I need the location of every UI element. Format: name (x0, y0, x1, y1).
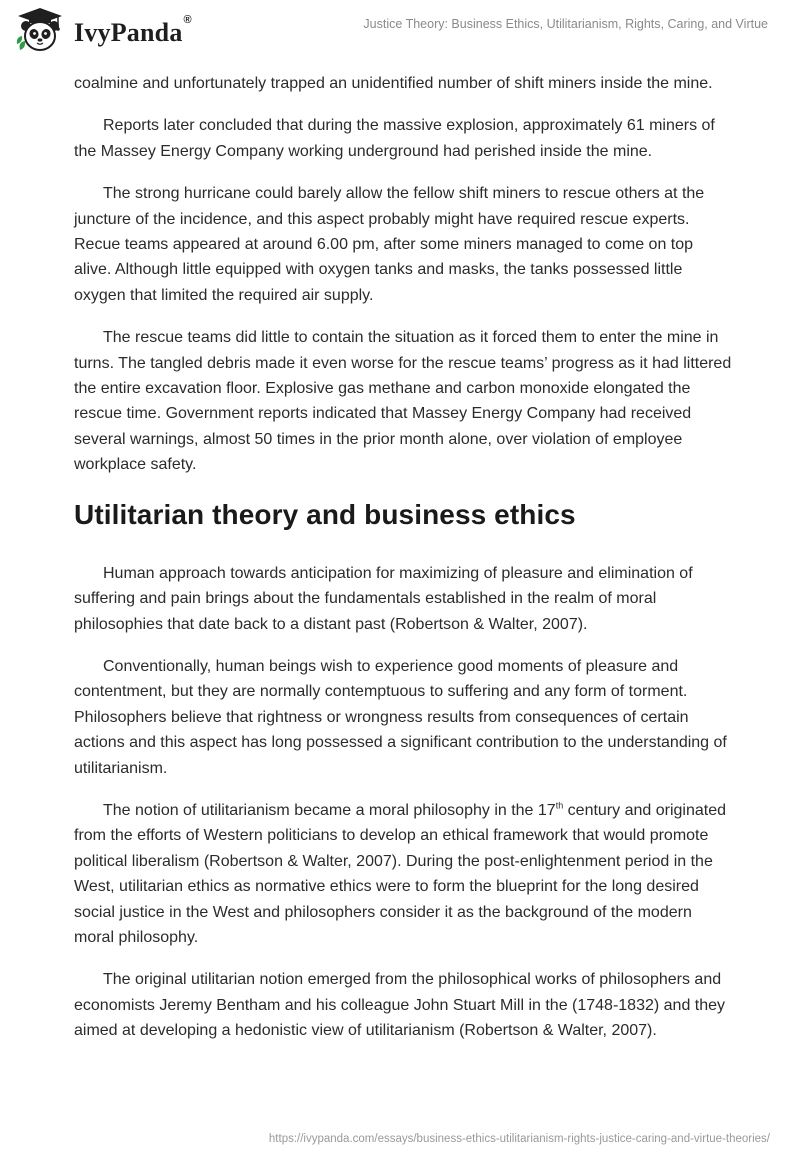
paragraph-continued: coalmine and unfortunately trapped an unidentified number of shift miners inside the mine. (74, 75, 713, 92)
page-header (0, 0, 800, 62)
paragraph: Human approach towards anticipation for maximizing of pleasure and elimination of suffering and pain brings about the fundamentals established in the realm of moral philosophies that date back to a distant past (Robertson & Walter, 2007). (74, 564, 693, 633)
paragraph: Reports later concluded that during the massive explosion, approximately 61 miners of the Massey Energy Company working underground had perished inside the mine. (74, 117, 715, 160)
logo-wordmark (74, 14, 192, 48)
section-heading: Utilitarian theory and business ethics (74, 498, 576, 530)
paragraph-text-start: The notion of utilitarianism became a moral philosophy in the 17 (103, 801, 556, 819)
essay-body (74, 71, 734, 1061)
panda-graduate-icon (14, 6, 66, 54)
paragraph (74, 798, 734, 950)
paragraph-text-end: century and originated from the efforts of Western politicians to develop an ethical framework that would promote political liberalism (Robertson & Walter, 2007). During the post-enlightenment period in the West, utilitarian ethics as normative ethics were to form the blueprint for the long desired social justice in the West and philosophers consider it as the background of the modern moral philosophy. (74, 801, 726, 946)
ivypanda-logo[interactable] (14, 6, 192, 54)
logo-text: IvyPanda (74, 18, 183, 47)
source-url[interactable]: https://ivypanda.com/essays/business-ethics-utilitarianism-rights-justice-caring-and-virtue-theories/ (268, 1133, 770, 1145)
paragraph: Conventionally, human beings wish to experience good moments of pleasure and contentment, but they are normally contemptuous to suffering and any form of torment. Philosophers believe that rightness or wrongness results from consequences of certain actions and this aspect has long possessed a significant contribution to the understanding of utilitarianism. (74, 657, 727, 777)
paragraph: The original utilitarian notion emerged from the philosophical works of philosophers and economists Jeremy Bentham and his colleague John Stuart Mill in the (1748-1832) and they aimed at developing a hedonistic view of utilitarianism (Robertson & Walter, 2007). (74, 971, 726, 1040)
registered-mark: ® (183, 14, 192, 26)
document-title: Justice Theory: Business Ethics, Utilitarianism, Rights, Caring, and Virtue (363, 17, 768, 31)
paragraph: The rescue teams did little to contain the situation as it forced them to enter the mine in turns. The tangled debris made it even worse for the rescue teams’ progress as it had littered the entire excavation floor. Explosive gas methane and carbon monoxide elongated the rescue time. Government reports indicated that Massey Energy Company had received several warnings, almost 50 times in the prior month alone, over violation of employee workplace safety. (74, 329, 732, 474)
paragraph: The strong hurricane could barely allow the fellow shift miners to rescue others at the juncture of the incidence, and this aspect probably might have required rescue experts. Recue teams appeared at around 6.00 pm, after some miners managed to come on top alive. Although little equipped with oxygen tanks and masks, the tanks possessed little oxygen that limited the required air supply. (74, 185, 705, 304)
superscript: th (555, 800, 564, 811)
